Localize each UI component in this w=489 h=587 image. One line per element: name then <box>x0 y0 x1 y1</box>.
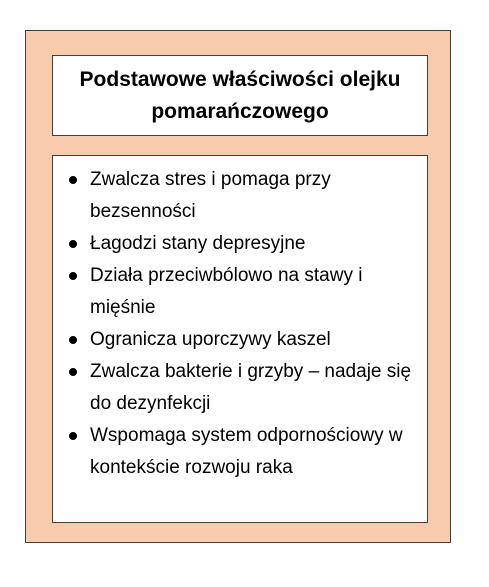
list-item <box>53 228 427 260</box>
list-item-text: Działa przeciwbólowo na stawy i mięśnie <box>90 265 363 318</box>
list-item <box>53 260 427 324</box>
title-box <box>52 55 428 136</box>
list-item-text: Zwalcza stres i pomaga przy bezsenności <box>90 169 331 222</box>
list-item-text: Zwalcza bakterie i grzyby – nadaje się do dezynfekcji <box>90 361 412 414</box>
list-item-text: Ogranicza uporczywy kaszel <box>90 329 331 350</box>
infographic-panel <box>25 30 451 543</box>
bullet-icon <box>69 240 77 248</box>
list-item <box>53 356 427 420</box>
properties-list <box>53 164 427 484</box>
list-item <box>53 164 427 228</box>
bullet-icon <box>69 272 77 280</box>
list-item <box>53 420 427 484</box>
properties-list-box <box>52 155 428 523</box>
bullet-icon <box>69 176 77 184</box>
bullet-icon <box>69 432 77 440</box>
bullet-icon <box>69 368 77 376</box>
list-item <box>53 324 427 356</box>
page-title: Podstawowe właściwości olejku pomarańczowego <box>79 67 401 123</box>
list-item-text: Łagodzi stany depresyjne <box>90 233 306 254</box>
list-item-text: Wspomaga system odpornościowy w kontekście rozwoju raka <box>90 425 403 478</box>
bullet-icon <box>69 336 77 344</box>
